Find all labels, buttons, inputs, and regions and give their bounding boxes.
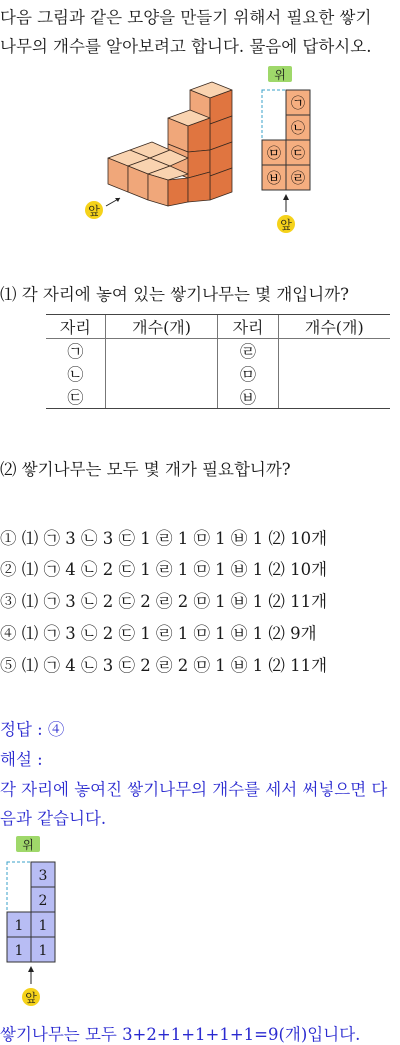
svg-text:위: 위 (22, 838, 34, 852)
top-view-grid (262, 66, 310, 233)
table-row (46, 385, 390, 409)
table-header: 개수(개) (105, 315, 218, 339)
svg-text:㉥: ㉥ (267, 171, 281, 187)
question-line-1: 다음 그림과 같은 모양을 만들기 위해서 필요한 쌓기 (0, 8, 372, 27)
table-cell: ㉣ (218, 339, 278, 363)
choice-3[interactable]: ③ ⑴ ㉠ 3 ㉡ 2 ㉢ 2 ㉣ 2 ㉤ 1 ㉥ 1 ⑵ 11개 (0, 592, 328, 611)
part1-prompt: ⑴ 각 자리에 놓여 있는 쌓기나무는 몇 개입니까? (0, 285, 349, 304)
isometric-blocks (108, 82, 232, 206)
svg-text:위: 위 (274, 68, 286, 82)
svg-text:앞: 앞 (25, 991, 37, 1005)
svg-text:1: 1 (14, 943, 24, 959)
table-cell: ㉠ (67, 342, 84, 361)
svg-text:1: 1 (38, 918, 48, 934)
final-answer-line: 쌓기나무는 모두 3+2+1+1+1+1=9(개)입니다. (0, 1025, 361, 1044)
block-figure (0, 62, 400, 242)
svg-text:㉠: ㉠ (291, 96, 305, 112)
part2-prompt: ⑵ 쌓기나무는 모두 몇 개가 필요합니까? (0, 460, 291, 479)
svg-text:㉡: ㉡ (291, 121, 305, 137)
table-cell: ㉢ (46, 385, 105, 409)
explanation-line-2: 음과 같습니다. (0, 809, 107, 828)
front-marker-left (85, 198, 120, 219)
svg-text:3: 3 (38, 868, 48, 884)
table-header-row (46, 315, 390, 339)
table-header: 자리 (218, 315, 278, 339)
table-header: 자리 (46, 315, 105, 339)
answer-line: 정답 : ④ (0, 720, 65, 739)
svg-text:2: 2 (38, 893, 48, 909)
svg-text:앞: 앞 (280, 218, 292, 232)
choice-2[interactable]: ② ⑴ ㉠ 4 ㉡ 2 ㉢ 1 ㉣ 1 ㉤ 1 ㉥ 1 ⑵ 10개 (0, 560, 328, 579)
table-cell (105, 339, 218, 363)
table-cell: ㉡ (67, 365, 84, 384)
choice-1[interactable]: ① ⑴ ㉠ 3 ㉡ 3 ㉢ 1 ㉣ 1 ㉤ 1 ㉥ 1 ⑵ 10개 (0, 529, 328, 548)
table-row (46, 339, 390, 363)
table-header: 개수(개) (278, 315, 390, 339)
solution-top-view (0, 832, 120, 1012)
svg-text:1: 1 (14, 918, 24, 934)
question-line-2: 나무의 개수를 알아보려고 합니다. 물음에 답하시오. (0, 37, 372, 56)
choice-5[interactable]: ⑤ ⑴ ㉠ 4 ㉡ 3 ㉢ 2 ㉣ 2 ㉤ 1 ㉥ 1 ⑵ 11개 (0, 656, 328, 675)
svg-text:1: 1 (38, 943, 48, 959)
table-cell: ㉥ (218, 385, 278, 409)
table-cell (278, 385, 390, 409)
choice-4[interactable]: ④ ⑴ ㉠ 3 ㉡ 2 ㉢ 1 ㉣ 1 ㉤ 1 ㉥ 1 ⑵ 9개 (0, 624, 317, 643)
table-cell (105, 385, 218, 409)
svg-text:㉤: ㉤ (267, 146, 281, 162)
table-cell: ㉤ (218, 362, 278, 385)
svg-text:앞: 앞 (88, 204, 100, 218)
explanation-label: 해설 : (0, 750, 43, 769)
svg-text:㉣: ㉣ (291, 171, 305, 187)
svg-text:㉢: ㉢ (291, 146, 305, 162)
table-cell (278, 339, 390, 363)
count-table (46, 314, 390, 409)
explanation-line-1: 각 자리에 놓여진 쌓기나무의 개수를 세서 써넣으면 다 (0, 780, 388, 799)
table-cell (278, 362, 390, 385)
table-row (46, 362, 390, 385)
table-cell (105, 362, 218, 385)
